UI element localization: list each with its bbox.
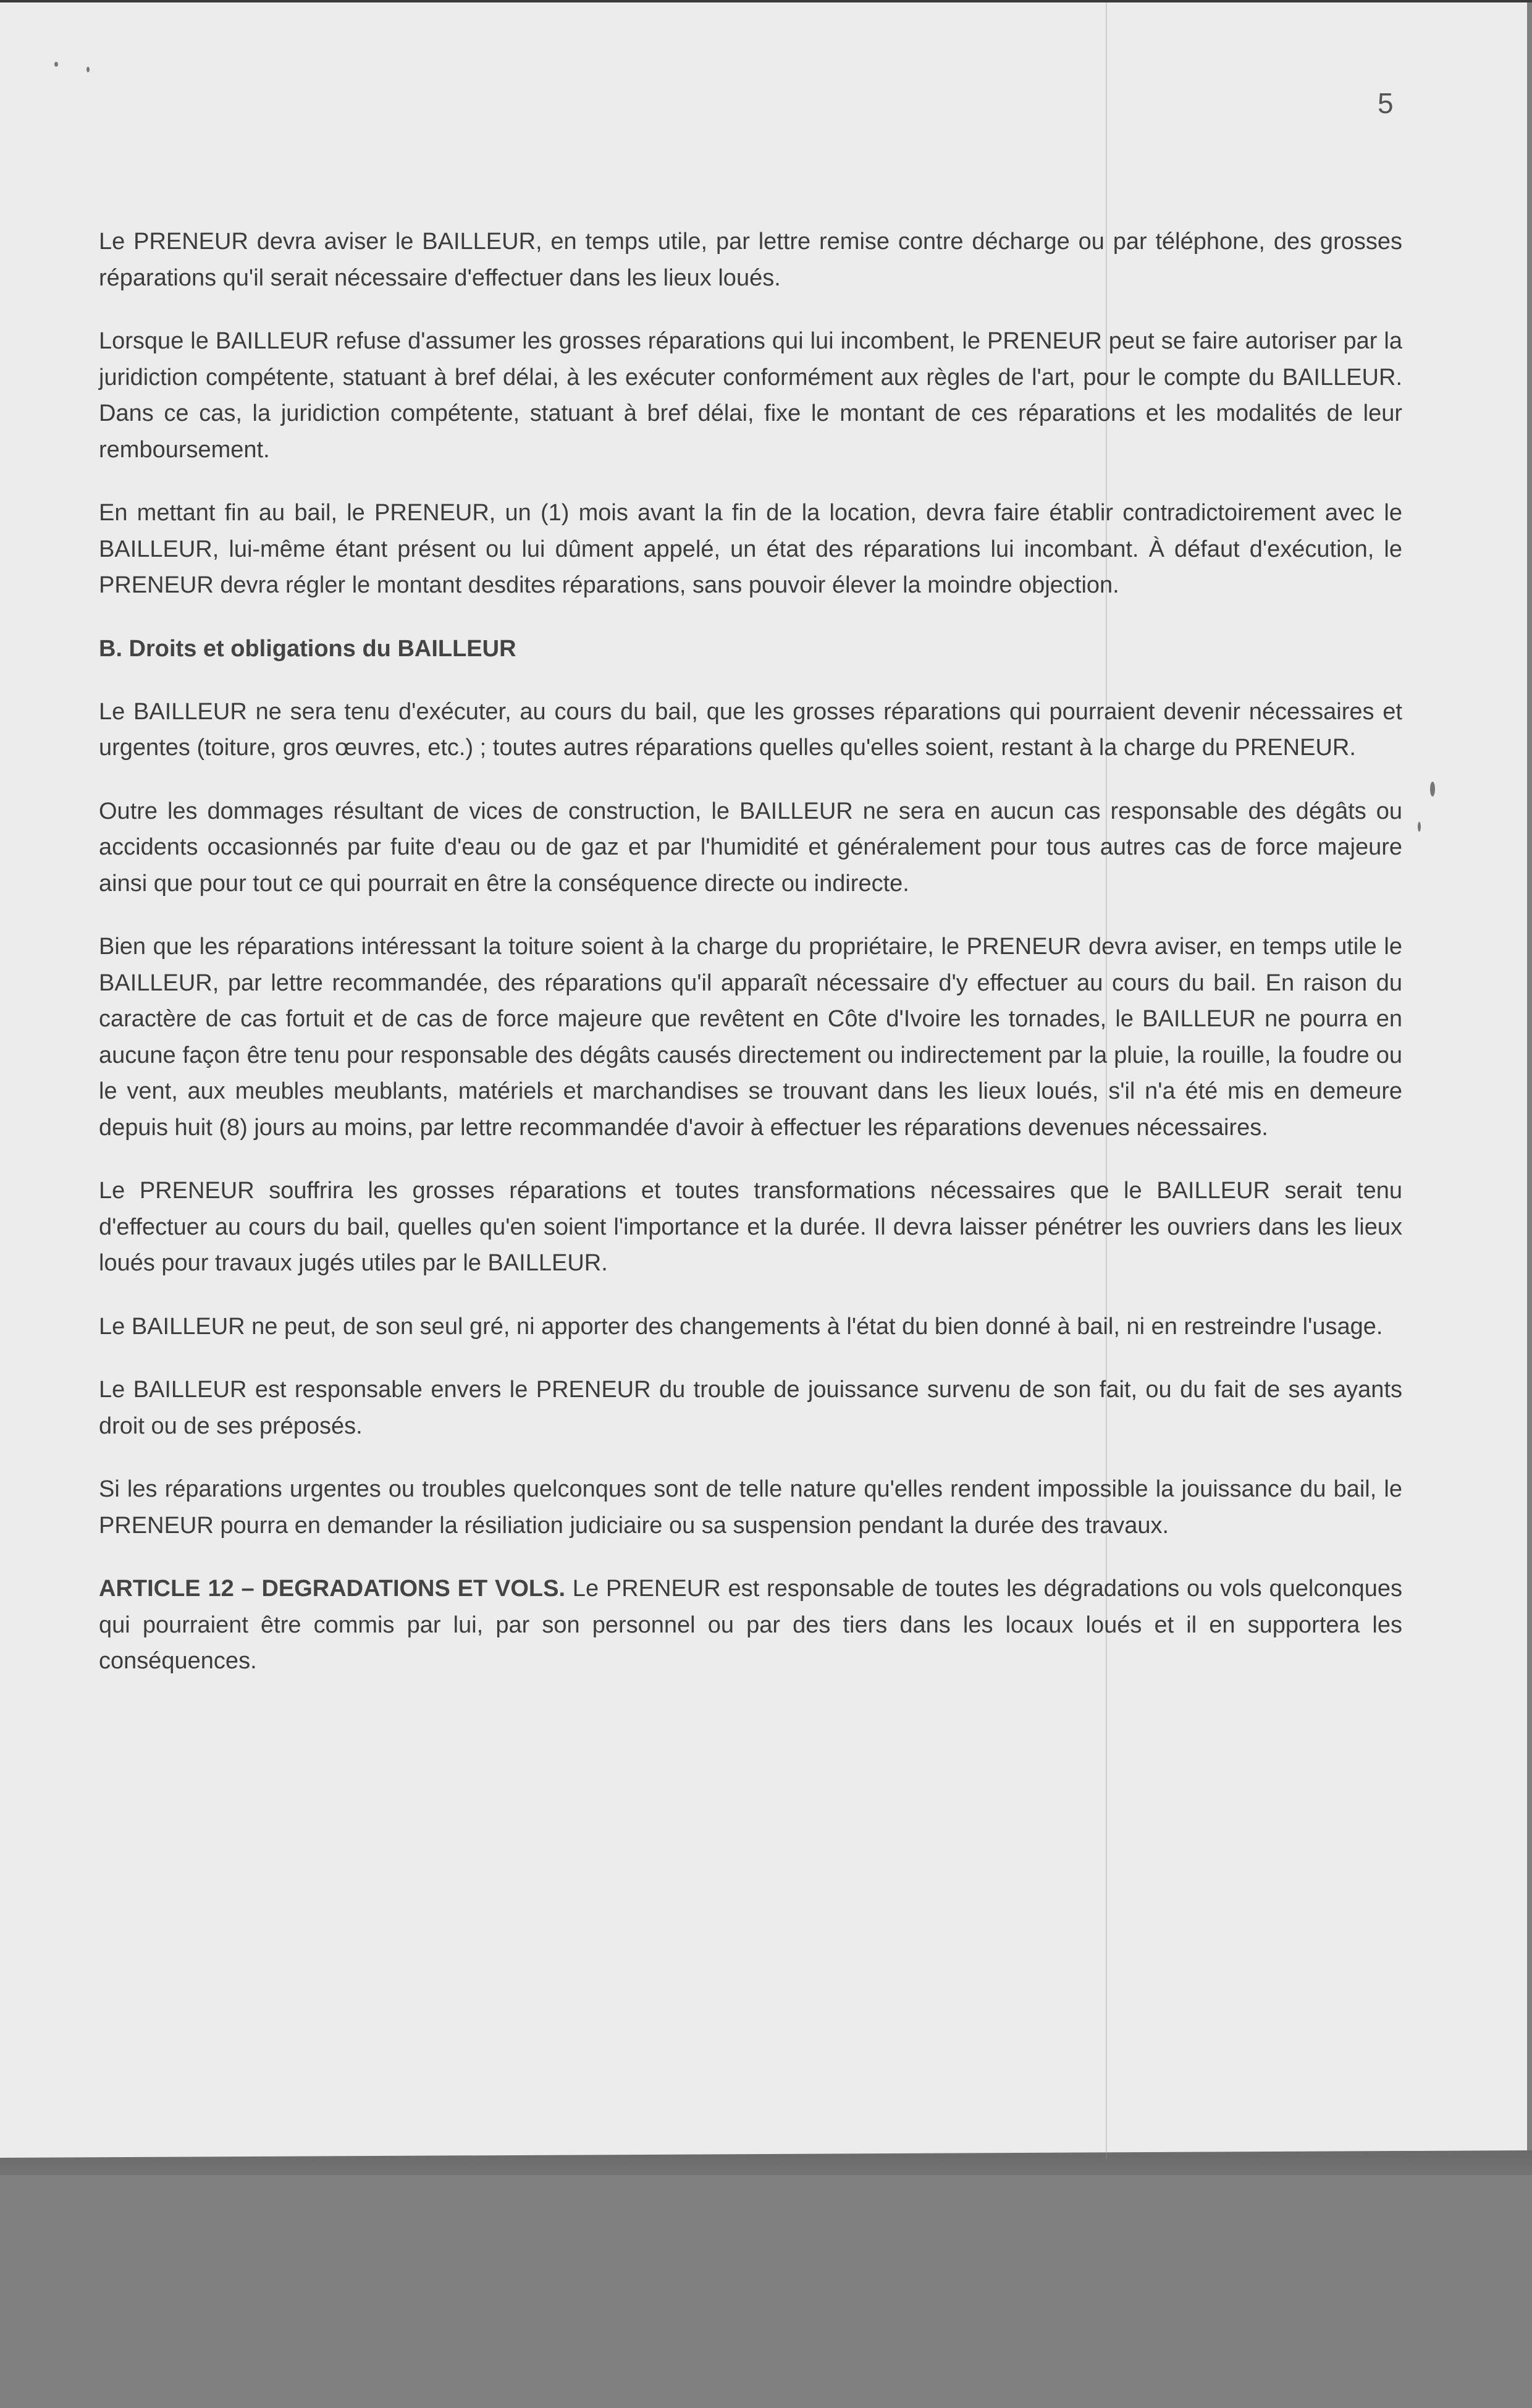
paragraph: Lorsque le BAILLEUR refuse d'assumer les grosses réparations qui lui incombent, le PRENEUR peut se faire autoriser par la juridiction compétente, statuant à bref délai, à les exécuter conformément aux règles de l'art, pour le compte du BAILLEUR. Dans ce cas, la juridiction compétente, statuant à bref délai, fixe le montant de ces réparations et les modalités de leur remboursement. [99,328,1402,463]
paragraph: Le PRENEUR devra aviser le BAILLEUR, en temps utile, par lettre remise contre décharge ou par téléphone, des grosses réparations qu'il serait nécessaire d'effectuer dans les lieux loués. [99,229,1402,291]
paragraph: Le BAILLEUR est responsable envers le PRENEUR du trouble de jouissance survenu de son fait, ou du fait de ses ayants droit ou de ses préposés. [99,1377,1402,1439]
paragraph: En mettant fin au bail, le PRENEUR, un (1) mois avant la fin de la location, devra faire établir contradictoirement avec le BAILLEUR, lui-même étant présent ou lui dûment appelé, un état des réparations lui incombant. À défaut d'exécution, le PRENEUR devra régler le montant desdites réparations, sans pouvoir élever la moindre objection. [99,500,1402,598]
paragraph: Le PRENEUR souffrira les grosses réparations et toutes transformations nécessaires que le BAILLEUR serait tenu d'effectuer au cours du bail, quelles qu'en soient l'importance et la durée. Il devra laisser pénétrer les ouvriers dans les lieux loués pour travaux jugés utiles par le BAILLEUR. [99,1178,1402,1276]
document-body [99,224,1402,1707]
article-text: Le PRENEUR est responsable de toutes les dégradations ou vols quelconques qui pourraient être commis par lui, par son personnel ou par des tiers dans les locaux loués et il en supportera les conséquences. [99,1576,1402,1674]
paragraph: Si les réparations urgentes ou troubles quelconques sont de telle nature qu'elles rendent impossible la jouissance du bail, le PRENEUR pourra en demander la résiliation judiciaire ou sa suspension pendant la durée des travaux. [99,1476,1402,1539]
article-title: ARTICLE 12 – DEGRADATIONS ET VOLS. [99,1576,566,1602]
section-heading: B. Droits et obligations du BAILLEUR [99,635,516,662]
scan-speck [86,67,90,72]
page-number: 5 [1378,87,1394,119]
paragraph: Outre les dommages résultant de vices de construction, le BAILLEUR ne sera en aucun cas responsable des dégâts ou accidents occasionnés par fuite d'eau ou de gaz et par l'humidité et généralement pour tous autres cas de force majeure ainsi que pour tout ce qui pourrait en être la conséquence directe ou indirecte. [99,798,1402,897]
scan-speck [1430,782,1435,796]
paragraph: Le BAILLEUR ne sera tenu d'exécuter, au cours du bail, que les grosses réparations qui pourraient devenir nécessaires et urgentes (toiture, gros œuvres, etc.) ; toutes autres réparations quelles qu'elles soient, restant à la charge du PRENEUR. [99,698,1402,761]
paragraph: Bien que les réparations intéressant la toiture soient à la charge du propriétaire, le PRENEUR devra aviser, en temps utile le BAILLEUR, par lettre recommandée, des réparations qu'il apparaît nécessaire d'y effectuer au cours du bail. En raison du caractère de cas fortuit et de cas de force majeure que revêtent en Côte d'Ivoire les tornades, le BAILLEUR ne pourra en aucune façon être tenu pour responsable des dégâts causés directement ou indirectement par la pluie, la rouille, la foudre ou le vent, aux meubles meublants, matériels et marchandises se trouvant dans les lieux loués, s'il n'a été mis en demeure depuis huit (8) jours au moins, par lettre recommandée d'avoir à effectuer les réparations devenues nécessaires. [99,934,1402,1141]
article-12 [99,1571,1402,1679]
scan-speck [54,62,58,67]
paragraph: Le BAILLEUR ne peut, de son seul gré, ni apporter des changements à l'état du bien donné à bail, ni en restreindre l'usage. [99,1313,1383,1340]
scan-speck [1418,822,1421,832]
scan-top-edge [0,0,1532,2]
